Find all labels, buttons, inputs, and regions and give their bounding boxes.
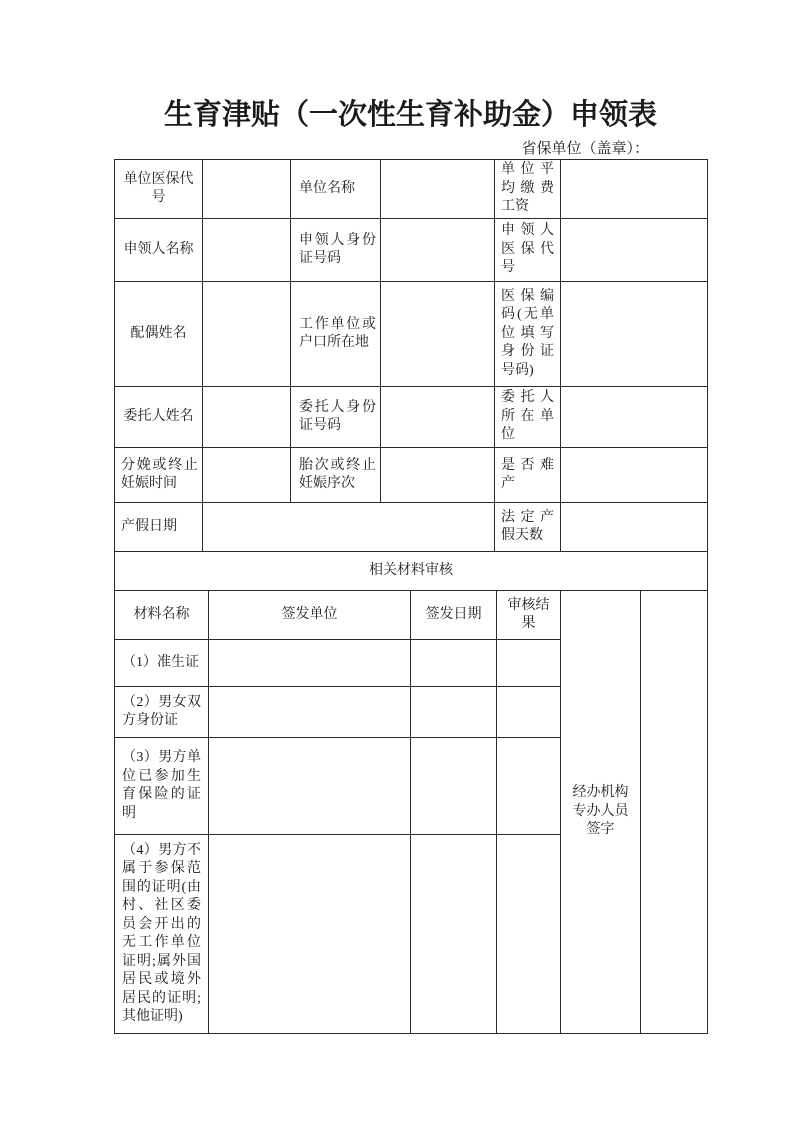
unit-insurance-code-label: 单位医保代号 [115,160,203,219]
table-row [115,387,708,448]
birth-order-value[interactable] [381,448,495,503]
spouse-name-value[interactable] [203,282,291,387]
issue-date-value[interactable] [411,687,497,738]
agency-signature-cell: 经办机构专办人员签字 [561,591,641,1034]
applicant-id-label: 申领人身份证号码 [291,219,381,282]
applicant-insurance-code-value[interactable] [561,219,708,282]
spouse-name-label: 配偶姓名 [115,282,203,387]
statutory-leave-days-label: 法定产假天数 [495,503,561,552]
issuing-unit-value[interactable] [209,738,411,835]
issuing-unit-header: 签发单位 [209,591,411,640]
applicant-id-value[interactable] [381,219,495,282]
review-result-value[interactable] [497,738,561,835]
table-row [115,503,708,552]
issuing-unit-value[interactable] [209,835,411,1034]
stamp-label: 省保单位（盖章）： [521,141,649,157]
applicant-insurance-code-label: 申领人医保代号 [495,219,561,282]
table-row [115,219,708,282]
unit-name-value[interactable] [381,160,495,219]
unit-avg-salary-value[interactable] [561,160,708,219]
delivery-date-label: 分娩或终止妊娠时间 [115,448,203,503]
review-result-value[interactable] [497,640,561,687]
trustee-unit-label: 委托人所在单位 [495,387,561,448]
material-name: （4）男方不属于参保范围的证明(由村、社区委员会开出的无工作单位证明;属外国居民或境外居民的证明;其他证明) [115,835,209,1034]
trustee-name-label: 委托人姓名 [115,387,203,448]
applicant-name-value[interactable] [203,219,291,282]
review-result-value[interactable] [497,687,561,738]
extra-column-cell[interactable] [641,591,708,1034]
material-name-header: 材料名称 [115,591,209,640]
trustee-unit-value[interactable] [561,387,708,448]
work-unit-residence-label: 工作单位或户口所在地 [291,282,381,387]
spouse-insurance-code-value[interactable] [561,282,708,387]
review-section-title: 相关材料审核 [115,552,708,591]
maternity-leave-date-label: 产假日期 [115,503,203,552]
birth-order-label: 胎次或终止妊娠序次 [291,448,381,503]
issue-date-value[interactable] [411,835,497,1034]
table-row [115,448,708,503]
maternity-leave-date-value[interactable] [203,503,495,552]
page-title: 生育津贴（一次性生育补助金）申领表 [163,99,657,131]
material-name: （1）准生证 [115,640,209,687]
spouse-insurance-code-label: 医保编码(无单位填写身份证号码) [495,282,561,387]
difficult-birth-value[interactable] [561,448,708,503]
review-result-header: 审核结果 [497,591,561,640]
issuing-unit-value[interactable] [209,640,411,687]
issuing-unit-value[interactable] [209,687,411,738]
work-unit-residence-value[interactable] [381,282,495,387]
review-result-value[interactable] [497,835,561,1034]
table-row [115,160,708,219]
applicant-info-table [114,159,708,591]
issue-date-header: 签发日期 [411,591,497,640]
table-row [115,282,708,387]
issue-date-value[interactable] [411,738,497,835]
applicant-name-label: 申领人名称 [115,219,203,282]
unit-avg-salary-label: 单位平均缴费工资 [495,160,561,219]
issue-date-value[interactable] [411,640,497,687]
unit-name-label: 单位名称 [291,160,381,219]
section-header-row [115,552,708,591]
unit-insurance-code-value[interactable] [203,160,291,219]
material-name: （3）男方单位已参加生育保险的证明 [115,738,209,835]
trustee-id-value[interactable] [381,387,495,448]
materials-header-row [115,591,708,640]
trustee-id-label: 委托人身份证号码 [291,387,381,448]
statutory-leave-days-value[interactable] [561,503,708,552]
trustee-name-value[interactable] [203,387,291,448]
material-name: （2）男女双方身份证 [115,687,209,738]
materials-review-table [114,590,708,1034]
delivery-date-value[interactable] [203,448,291,503]
difficult-birth-label: 是否难产 [495,448,561,503]
